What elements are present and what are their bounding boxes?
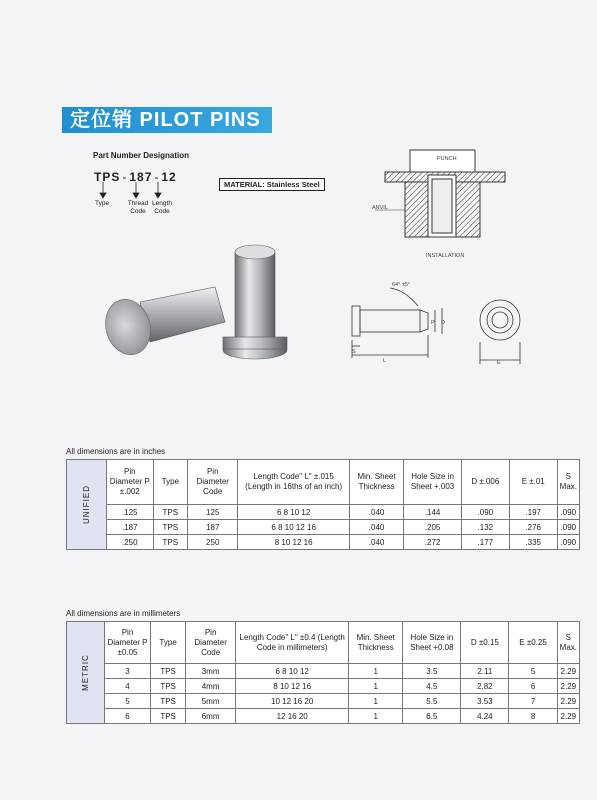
cell: 6: [509, 679, 557, 694]
cell: 3.53: [461, 694, 509, 709]
cell: TPS: [153, 520, 187, 535]
part-number-label: Part Number Designation: [93, 151, 190, 160]
table-row: [67, 679, 580, 694]
col-header: E ±.01: [509, 460, 557, 505]
cell: .335: [509, 535, 557, 550]
col-header: E ±0.25: [509, 622, 557, 664]
col-header: Length Code" L" ±0.4 (Length Code in millimeters): [236, 622, 349, 664]
cell: 8 10 12 16: [236, 679, 349, 694]
metric-side-label: METRIC: [67, 622, 105, 724]
cell: .132: [461, 520, 509, 535]
page-title: 定位销 PILOT PINS: [62, 107, 272, 133]
metric-table: [66, 621, 580, 724]
cell: 2.82: [461, 679, 509, 694]
col-header: Pin Diameter Code: [185, 622, 236, 664]
cell: 5.5: [403, 694, 461, 709]
pn-arrows-icon: [95, 182, 175, 202]
cell: .177: [461, 535, 509, 550]
installation-caption: INSTALLATION: [426, 253, 465, 259]
cell: 5: [509, 664, 557, 679]
col-header: Pin Diameter P ±.002: [107, 460, 154, 505]
cell: 187: [188, 520, 238, 535]
cell: .125: [107, 505, 154, 520]
punch-label: PUNCH: [437, 156, 457, 162]
col-header: Pin Diameter Code: [188, 460, 238, 505]
cell: 2.29: [557, 664, 579, 679]
table-row: [67, 664, 580, 679]
s-label: S: [352, 349, 356, 355]
cell: 12 16 20: [236, 709, 349, 724]
cell: 3.5: [403, 664, 461, 679]
col-header: S Max.: [557, 460, 579, 505]
cell: .272: [404, 535, 462, 550]
cell: 2.29: [557, 694, 579, 709]
col-header: Min. Sheet Thickness: [349, 460, 403, 505]
pn-sep2: -: [154, 170, 160, 184]
cell: TPS: [151, 709, 186, 724]
pn-sub-type: Type: [95, 200, 110, 207]
d-label: D: [441, 320, 445, 326]
cell: 6 8 10 12: [236, 664, 349, 679]
e-label: E: [497, 360, 501, 366]
col-header: Hole Size in Sheet +0.08: [403, 622, 461, 664]
cell: 3mm: [185, 664, 236, 679]
cell: 10 12 16 20: [236, 694, 349, 709]
cell: 1: [348, 679, 403, 694]
cell: .090: [557, 520, 579, 535]
col-header: D ±.006: [461, 460, 509, 505]
cell: TPS: [153, 505, 187, 520]
table-row: [67, 709, 580, 724]
col-header: Type: [151, 622, 186, 664]
cell: 4.24: [461, 709, 509, 724]
cell: .040: [349, 505, 403, 520]
cell: .090: [461, 505, 509, 520]
pn-prefix: TPS: [94, 170, 121, 184]
cell: 2.29: [557, 709, 579, 724]
cell: .197: [509, 505, 557, 520]
cell: 6mm: [185, 709, 236, 724]
cell: 6 8 10 12 16: [238, 520, 349, 535]
cell: TPS: [151, 679, 186, 694]
table-row: [67, 694, 580, 709]
l-label: L: [383, 358, 387, 364]
cell: .090: [557, 535, 579, 550]
dimension-drawing: [340, 280, 540, 380]
metric-caption: All dimensions are in millimeters: [66, 609, 181, 618]
cell: 1: [348, 709, 403, 724]
p-label: P: [431, 320, 435, 326]
cell: 6: [104, 709, 151, 724]
cell: 3: [104, 664, 151, 679]
cell: .040: [349, 520, 403, 535]
cell: 2.29: [557, 679, 579, 694]
cell: 7: [509, 694, 557, 709]
cell: 4: [104, 679, 151, 694]
table-row: [67, 520, 580, 535]
col-header: Hole Size in Sheet +.003: [404, 460, 462, 505]
col-header: Length Code" L" ±.015 (Length in 16ths of an inch): [238, 460, 349, 505]
cell: TPS: [151, 664, 186, 679]
cell: TPS: [153, 535, 187, 550]
angle-label: 64° ±5°: [392, 282, 411, 288]
cell: 2.11: [461, 664, 509, 679]
cell: 250: [188, 535, 238, 550]
col-header: Min. Sheet Thickness: [348, 622, 403, 664]
cell: 5mm: [185, 694, 236, 709]
cell: .276: [509, 520, 557, 535]
material-label: MATERIAL: Stainless Steel: [219, 178, 325, 191]
cell: TPS: [151, 694, 186, 709]
cell: .144: [404, 505, 462, 520]
cell: 5: [104, 694, 151, 709]
pn-sub-thread: Thread Code: [127, 200, 149, 215]
cell: 4mm: [185, 679, 236, 694]
cell: 8 10 12 16: [238, 535, 349, 550]
pilot-pin-photo: [100, 232, 300, 372]
unified-caption: All dimensions are in inches: [66, 447, 166, 456]
anvil-label: ANVIL: [372, 205, 388, 211]
col-header: S Max.: [557, 622, 579, 664]
col-header: D ±0.15: [461, 622, 509, 664]
cell: 6 8 10 12: [238, 505, 349, 520]
pn-length: 12: [161, 170, 177, 184]
cell: 6.5: [403, 709, 461, 724]
cell: .187: [107, 520, 154, 535]
col-header: Type: [153, 460, 187, 505]
unified-side-label: UNIFIED: [67, 460, 107, 550]
pn-sub-length: Length Code: [152, 200, 172, 215]
cell: 4.5: [403, 679, 461, 694]
cell: 8: [509, 709, 557, 724]
table-row: [67, 505, 580, 520]
unified-table: [66, 459, 580, 550]
col-header: Pin Diameter P ±0.05: [104, 622, 151, 664]
pn-sep1: -: [122, 170, 128, 184]
cell: .090: [557, 505, 579, 520]
cell: 125: [188, 505, 238, 520]
cell: .040: [349, 535, 403, 550]
installation-diagram: [370, 145, 530, 265]
cell: .250: [107, 535, 154, 550]
cell: 1: [348, 694, 403, 709]
pn-thread: 187: [129, 170, 153, 184]
cell: .205: [404, 520, 462, 535]
table-row: [67, 535, 580, 550]
cell: 1: [348, 664, 403, 679]
